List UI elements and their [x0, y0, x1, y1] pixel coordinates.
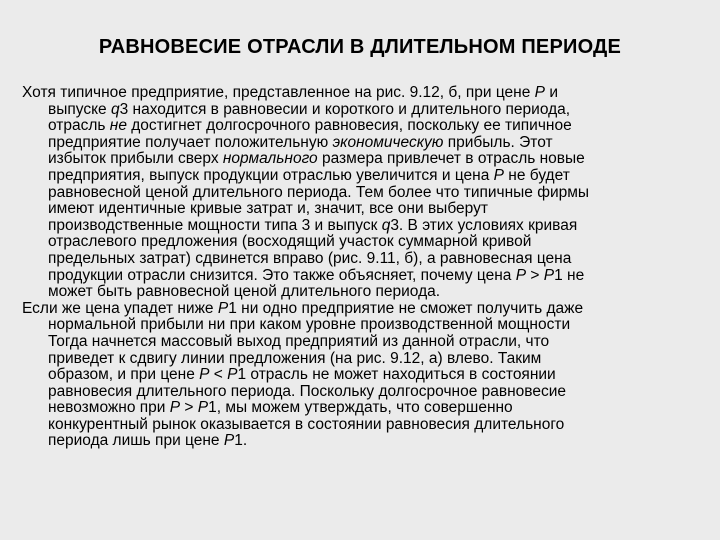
text-run: невозможно при: [48, 399, 170, 417]
text-run: >: [526, 266, 544, 284]
italic-run: P: [534, 84, 546, 101]
italic-run: P: [515, 266, 527, 284]
text-line: [48, 201, 698, 218]
italic-run: P: [169, 399, 181, 417]
italic-run: P: [217, 299, 229, 317]
text-run: приведет к сдвигу линии предложения (на рис. 9.12, а) влево. Таким: [48, 349, 542, 367]
text-run: 3 находится в равновесии и короткого и длительного периода,: [119, 100, 571, 118]
text-run: имеют идентичные кривые затрат и, значит, все они выберут: [48, 200, 488, 218]
text-run: размера привлечет в отрасль новые: [317, 150, 585, 168]
text-run: 1.: [234, 432, 248, 450]
text-run: <: [209, 366, 228, 384]
text-line: [48, 118, 698, 135]
text-run: выпуске: [48, 100, 111, 118]
text-line: [48, 384, 698, 401]
text-line: [48, 284, 698, 301]
text-line: [48, 251, 698, 268]
text-line: [48, 135, 698, 152]
italic-run: P: [197, 399, 209, 417]
text-run: конкурентный рынок оказывается в состоянии равновесия длительного: [48, 415, 565, 433]
text-run: предприятие получает положительную: [48, 133, 333, 151]
paragraph: [22, 301, 698, 450]
text-line: [48, 433, 698, 450]
text-run: достигнет долгосрочного равновесия, поскольку ее типичное: [126, 117, 572, 135]
italic-run: P: [227, 366, 238, 384]
text-run: отрасль: [48, 117, 110, 135]
italic-run: q: [110, 100, 120, 118]
italic-run: P: [493, 166, 504, 184]
italic-run: P: [199, 366, 210, 384]
text-line: [48, 218, 698, 235]
text-line: [48, 151, 698, 168]
text-run: предприятия, выпуск продукции отраслью увеличится и цена: [48, 166, 494, 184]
text-line: [48, 234, 698, 251]
text-run: образом, и при цене: [48, 366, 200, 384]
text-run: равновесия длительного периода. Поскольку долгосрочное равновесие: [48, 382, 566, 400]
paragraph: [22, 85, 698, 301]
text-line: [48, 268, 698, 285]
text-line: [48, 168, 698, 185]
text-run: нормальной прибыли ни при каком уровне производственной мощности: [48, 316, 571, 334]
text-run: >: [180, 399, 198, 417]
text-run: предельных затрат) сдвинется вправо (рис. 9.11, б), а равновесная цена: [48, 249, 572, 267]
text-line: [48, 351, 698, 368]
text-line: [22, 84, 698, 102]
text-line: [48, 400, 698, 417]
text-run: 1 отрасль не может находиться в состоянии: [237, 366, 556, 384]
text-run: Тогда начнется массовый выход предприятий из данной отрасли, что: [48, 332, 550, 350]
text-line: [48, 102, 698, 119]
italic-run: экономическую: [332, 133, 444, 151]
text-run: продукции отрасли снизится. Это также объясняет, почему цена: [48, 266, 516, 284]
italic-run: P: [223, 432, 235, 450]
text-run: Хотя типичное предприятие, представленное на рис. 9.12, б, при цене: [22, 84, 535, 101]
text-run: 1 ни одно предприятие не сможет получить даже: [228, 299, 584, 317]
text-run: может быть равновесной ценой длительного периода.: [48, 283, 441, 301]
text-run: не будет: [503, 166, 570, 184]
text-line: [48, 417, 698, 434]
text-run: прибыль. Этот: [443, 133, 553, 151]
text-line: [22, 299, 698, 318]
text-run: отраслевого предложения (восходящий участок суммарной кривой: [48, 233, 532, 251]
page-title: РАВНОВЕСИЕ ОТРАСЛИ В ДЛИТЕЛЬНОМ ПЕРИОДЕ: [98, 36, 622, 58]
text-line: [48, 185, 698, 202]
italic-run: нормального: [222, 150, 318, 168]
text-run: 3. В этих условиях кривая: [390, 216, 578, 234]
italic-run: P: [543, 266, 555, 284]
text-line: [48, 367, 698, 384]
text-run: Если же цена упадет ниже: [22, 299, 218, 317]
italic-run: не: [109, 117, 127, 135]
text-line: [48, 317, 698, 334]
text-run: 1 не: [554, 266, 585, 284]
text-run: равновесной ценой длительного периода. Тем более что типичные фирмы: [48, 183, 590, 201]
text-run: производственные мощности типа 3 и выпуск: [48, 216, 382, 234]
text-run: 1, мы можем утверждать, что совершенно: [208, 399, 513, 417]
text-line: [48, 334, 698, 351]
text-run: избыток прибыли сверх: [48, 150, 223, 168]
italic-run: q: [381, 216, 391, 234]
text-run: и: [545, 84, 558, 101]
body-text: [22, 85, 698, 450]
text-run: периода лишь при цене: [48, 432, 224, 450]
